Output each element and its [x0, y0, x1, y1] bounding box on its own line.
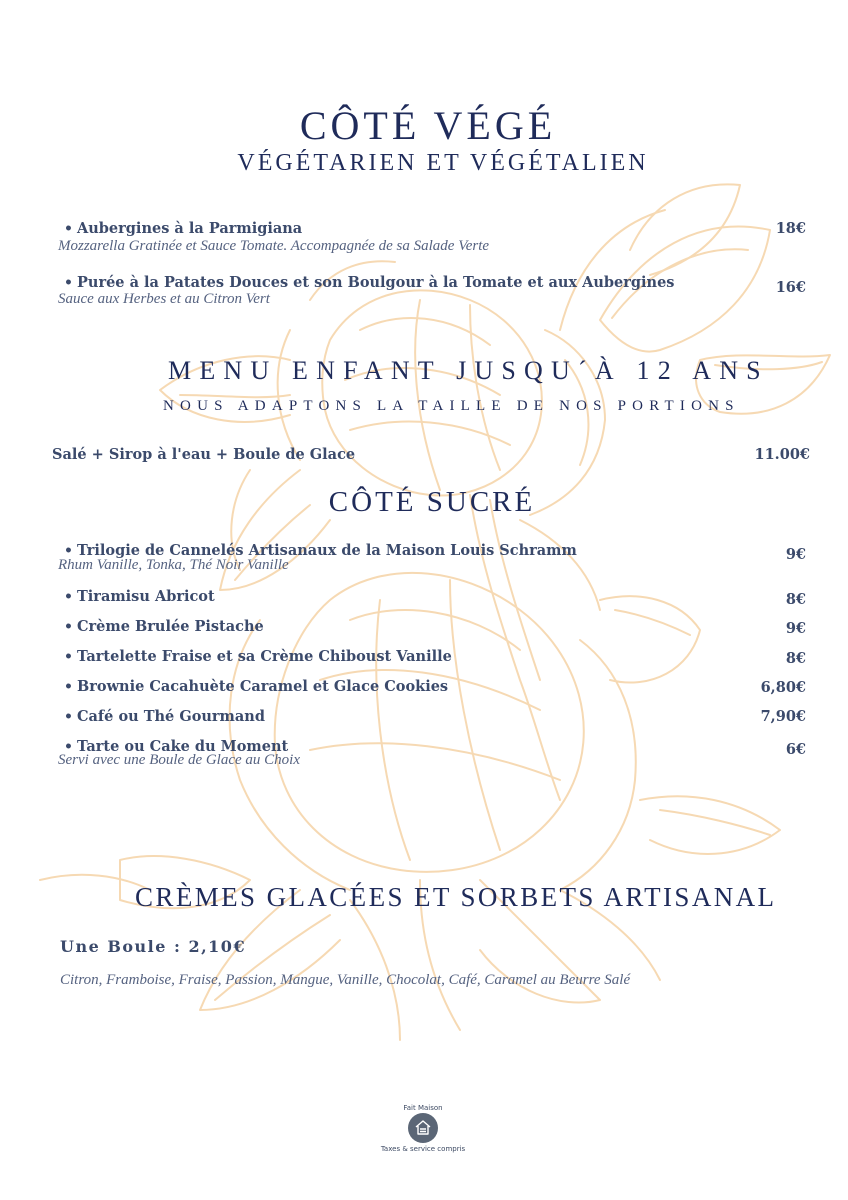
menu-item-name: • Trilogie de Cannelés Artisanaux de la Maison Louis Schramm — [58, 542, 577, 559]
menu-item-price: 6,80€ — [760, 679, 806, 696]
menu-item-name: • Aubergines à la Parmigiana — [58, 220, 302, 237]
menu-item-price: 16€ — [775, 279, 806, 296]
menu-item-description: Sauce aux Herbes et au Citron Vert — [58, 291, 270, 307]
ice-cream-section-title: CRÈMES GLACÉES ET SORBETS ARTISANAL — [135, 882, 777, 912]
veg-section-subtitle: VÉGÉTARIEN ET VÉGÉTALIEN — [237, 150, 649, 176]
menu-item-name: • Crème Brulée Pistache — [58, 618, 264, 635]
menu-item-price: 8€ — [785, 650, 806, 667]
fait-maison-label: Fait Maison — [403, 1104, 443, 1112]
ice-cream-price: Une Boule : 2,10€ — [60, 937, 247, 956]
kids-menu-subtitle: NOUS ADAPTONS LA TAILLE DE NOS PORTIONS — [163, 398, 740, 414]
ice-cream-flavors: Citron, Framboise, Fraise, Passion, Mangue, Vanille, Chocolat, Café, Caramel au Beurre Salé — [60, 972, 631, 988]
menu-item-price: 8€ — [785, 591, 806, 608]
menu-item-name: Salé + Sirop à l'eau + Boule de Glace — [52, 446, 356, 463]
menu-item-description: Servi avec une Boule de Glace au Choix — [58, 752, 300, 768]
menu-item-price: 6€ — [785, 741, 806, 758]
menu-item-name: • Café ou Thé Gourmand — [58, 708, 265, 725]
house-chef-hat-icon — [408, 1113, 438, 1143]
menu-item-price: 9€ — [785, 620, 806, 637]
menu-item-name: • Tartelette Fraise et sa Crème Chiboust Vanille — [58, 648, 452, 665]
menu-item-name: • Tiramisu Abricot — [58, 588, 215, 605]
taxes-service-label: Taxes & service compris — [380, 1145, 466, 1153]
menu-item-description: Mozzarella Gratinée et Sauce Tomate. Accompagnée de sa Salade Verte — [58, 238, 490, 254]
sweet-section-title: CÔTÉ SUCRÉ — [328, 486, 536, 518]
fait-maison-badge — [408, 1113, 438, 1143]
menu-item-name: • Purée à la Patates Douces et son Boulgour à la Tomate et aux Aubergines — [58, 274, 674, 291]
menu-item-price: 9€ — [785, 546, 806, 563]
kids-menu-title: MENU ENFANT JUSQU´À 12 ANS — [168, 356, 769, 385]
menu-item-name: • Brownie Cacahuète Caramel et Glace Cookies — [58, 678, 448, 695]
menu-item-description: Rhum Vanille, Tonka, Thé Noir Vanille — [58, 557, 289, 573]
menu-item-price: 18€ — [775, 220, 806, 237]
menu-item-price: 11.00€ — [754, 446, 810, 463]
menu-item-name: • Tarte ou Cake du Moment — [58, 738, 288, 755]
veg-section-title: CÔTÉ VÉGÉ — [299, 103, 557, 148]
menu-item-price: 7,90€ — [760, 708, 806, 725]
